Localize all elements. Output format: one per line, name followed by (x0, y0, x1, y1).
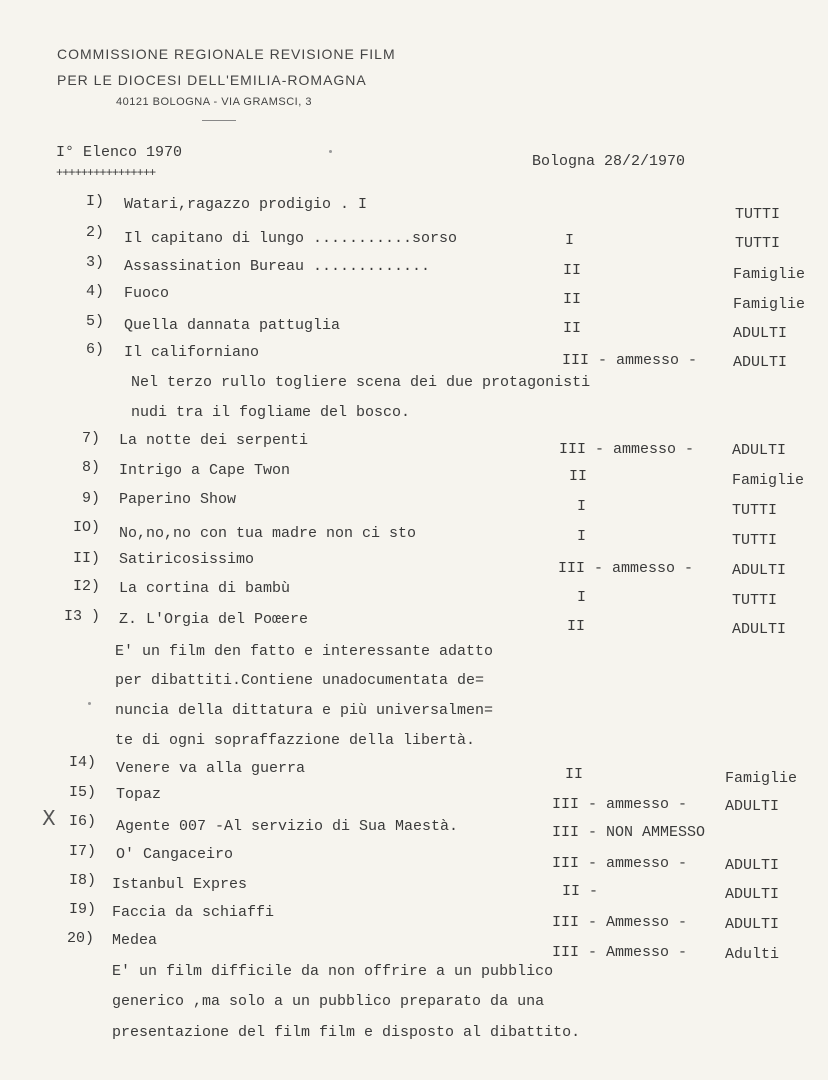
film-classification: II (569, 468, 588, 485)
list-title: I° Elenco 1970 (56, 144, 183, 161)
film-note-line: per dibattiti.Contiene unadocumentata de= (115, 672, 485, 689)
document-date: Bologna 28/2/1970 (532, 153, 686, 170)
film-classification: III - ammesso - (552, 796, 688, 813)
film-number: 2) (85, 224, 104, 241)
film-title: Quella dannata pattuglia (124, 317, 341, 334)
film-title: Watari,ragazzo prodigio . I (124, 196, 368, 213)
film-classification: III - ammesso - (558, 560, 694, 577)
film-audience: ADULTI (732, 621, 787, 638)
film-number: I7) (68, 843, 96, 860)
film-title: Istanbul Expres (112, 876, 248, 893)
title-underline: ++++++++++++++++ (56, 166, 156, 180)
letterhead-rule (202, 120, 236, 121)
film-audience: ADULTI (725, 916, 780, 933)
film-audience: TUTTI (732, 592, 778, 609)
film-title: Il californiano (124, 344, 260, 361)
film-number: 3) (85, 254, 104, 271)
film-audience: TUTTI (732, 502, 778, 519)
letterhead-address: 40121 BOLOGNA - VIA GRAMSCI, 3 (116, 96, 312, 108)
film-audience: ADULTI (732, 562, 787, 579)
letterhead-line-2: PER LE DIOCESI DELL'EMILIA-ROMAGNA (57, 72, 367, 88)
film-number: I8) (68, 872, 96, 889)
film-note-line: Nel terzo rullo togliere scena dei due protagonisti (131, 374, 591, 391)
film-classification: III - NON AMMESSO (552, 824, 706, 841)
film-title: Intrigo a Cape Twon (119, 462, 291, 479)
film-audience: Adulti (725, 946, 780, 963)
film-number: IO) (72, 519, 100, 536)
film-note-line: nudi tra il fogliame del bosco. (131, 404, 411, 421)
film-classification: II (563, 320, 582, 337)
film-number: 9) (81, 490, 100, 507)
film-classification: II (563, 291, 582, 308)
film-audience: Famiglie (732, 472, 805, 489)
film-note-line: E' un film den fatto e interessante adatto (115, 643, 494, 660)
film-note-line: E' un film difficile da non offrire a un pubblico (112, 963, 554, 980)
film-classification: II (567, 618, 586, 635)
paper-speck (88, 702, 91, 705)
film-audience: ADULTI (725, 857, 780, 874)
film-title: Fuoco (124, 285, 170, 302)
film-title: No,no,no con tua madre non ci sto (119, 525, 417, 542)
film-audience: Famiglie (733, 296, 806, 313)
film-number: I4) (68, 754, 96, 771)
film-number: I3 ) (63, 608, 100, 625)
film-classification: I (577, 528, 587, 545)
film-classification: I (565, 232, 575, 249)
film-number: II) (72, 550, 100, 567)
film-number: 5) (85, 313, 104, 330)
handwritten-x-mark: X (42, 806, 56, 830)
film-classification: III - ammesso - (552, 855, 688, 872)
film-title: Medea (112, 932, 158, 949)
film-classification: III - Ammesso - (552, 914, 688, 931)
film-classification: I (577, 589, 587, 606)
film-number: 6) (85, 341, 104, 358)
film-note-line: nuncia della dittatura e più universalmen= (115, 702, 494, 719)
film-classification: III - ammesso - (562, 352, 698, 369)
film-number: 4) (85, 283, 104, 300)
film-number: I6) (68, 813, 96, 830)
film-number: I5) (68, 784, 96, 801)
film-title: La cortina di bambù (119, 580, 291, 597)
film-title: O' Cangaceiro (116, 846, 234, 863)
film-note-line: presentazione del film film e disposto al dibattito. (112, 1024, 581, 1041)
letterhead-line-1: COMMISSIONE REGIONALE REVISIONE FILM (57, 46, 396, 62)
film-audience: ADULTI (725, 886, 780, 903)
film-number: I) (85, 193, 104, 210)
film-audience: ADULTI (733, 354, 788, 371)
film-audience: Famiglie (725, 770, 798, 787)
film-title: Venere va alla guerra (116, 760, 306, 777)
film-classification: II (565, 766, 584, 783)
film-audience: ADULTI (732, 442, 787, 459)
film-number: 8) (81, 459, 100, 476)
film-title: Faccia da schiaffi (112, 904, 275, 921)
film-title: La notte dei serpenti (119, 432, 309, 449)
film-title: Satiricosissimo (119, 551, 255, 568)
film-classification: II - (562, 883, 599, 900)
film-audience: Famiglie (733, 266, 806, 283)
film-title: Paperino Show (119, 491, 237, 508)
film-classification: III - ammesso - (559, 441, 695, 458)
film-title: Topaz (116, 786, 162, 803)
paper-speck (329, 150, 332, 153)
film-note-line: te di ogni sopraffazzione della libertà. (115, 732, 476, 749)
film-title: Assassination Bureau ............. (124, 258, 431, 275)
film-audience: ADULTI (733, 325, 788, 342)
film-audience: TUTTI (735, 206, 781, 223)
film-number: I9) (68, 901, 96, 918)
film-number: 7) (81, 430, 100, 447)
film-title: Z. L'Orgia del Poœere (119, 611, 309, 628)
film-classification: III - Ammesso - (552, 944, 688, 961)
film-title: Agente 007 -Al servizio di Sua Maestà. (116, 818, 459, 835)
film-title: Il capitano di lungo ...........sorso (124, 230, 458, 247)
film-audience: TUTTI (735, 235, 781, 252)
film-classification: II (563, 262, 582, 279)
film-number: 20) (66, 930, 94, 947)
film-audience: ADULTI (725, 798, 780, 815)
film-note-line: generico ,ma solo a un pubblico preparato da una (112, 993, 545, 1010)
film-classification: I (577, 498, 587, 515)
film-number: I2) (72, 578, 100, 595)
film-audience: TUTTI (732, 532, 778, 549)
